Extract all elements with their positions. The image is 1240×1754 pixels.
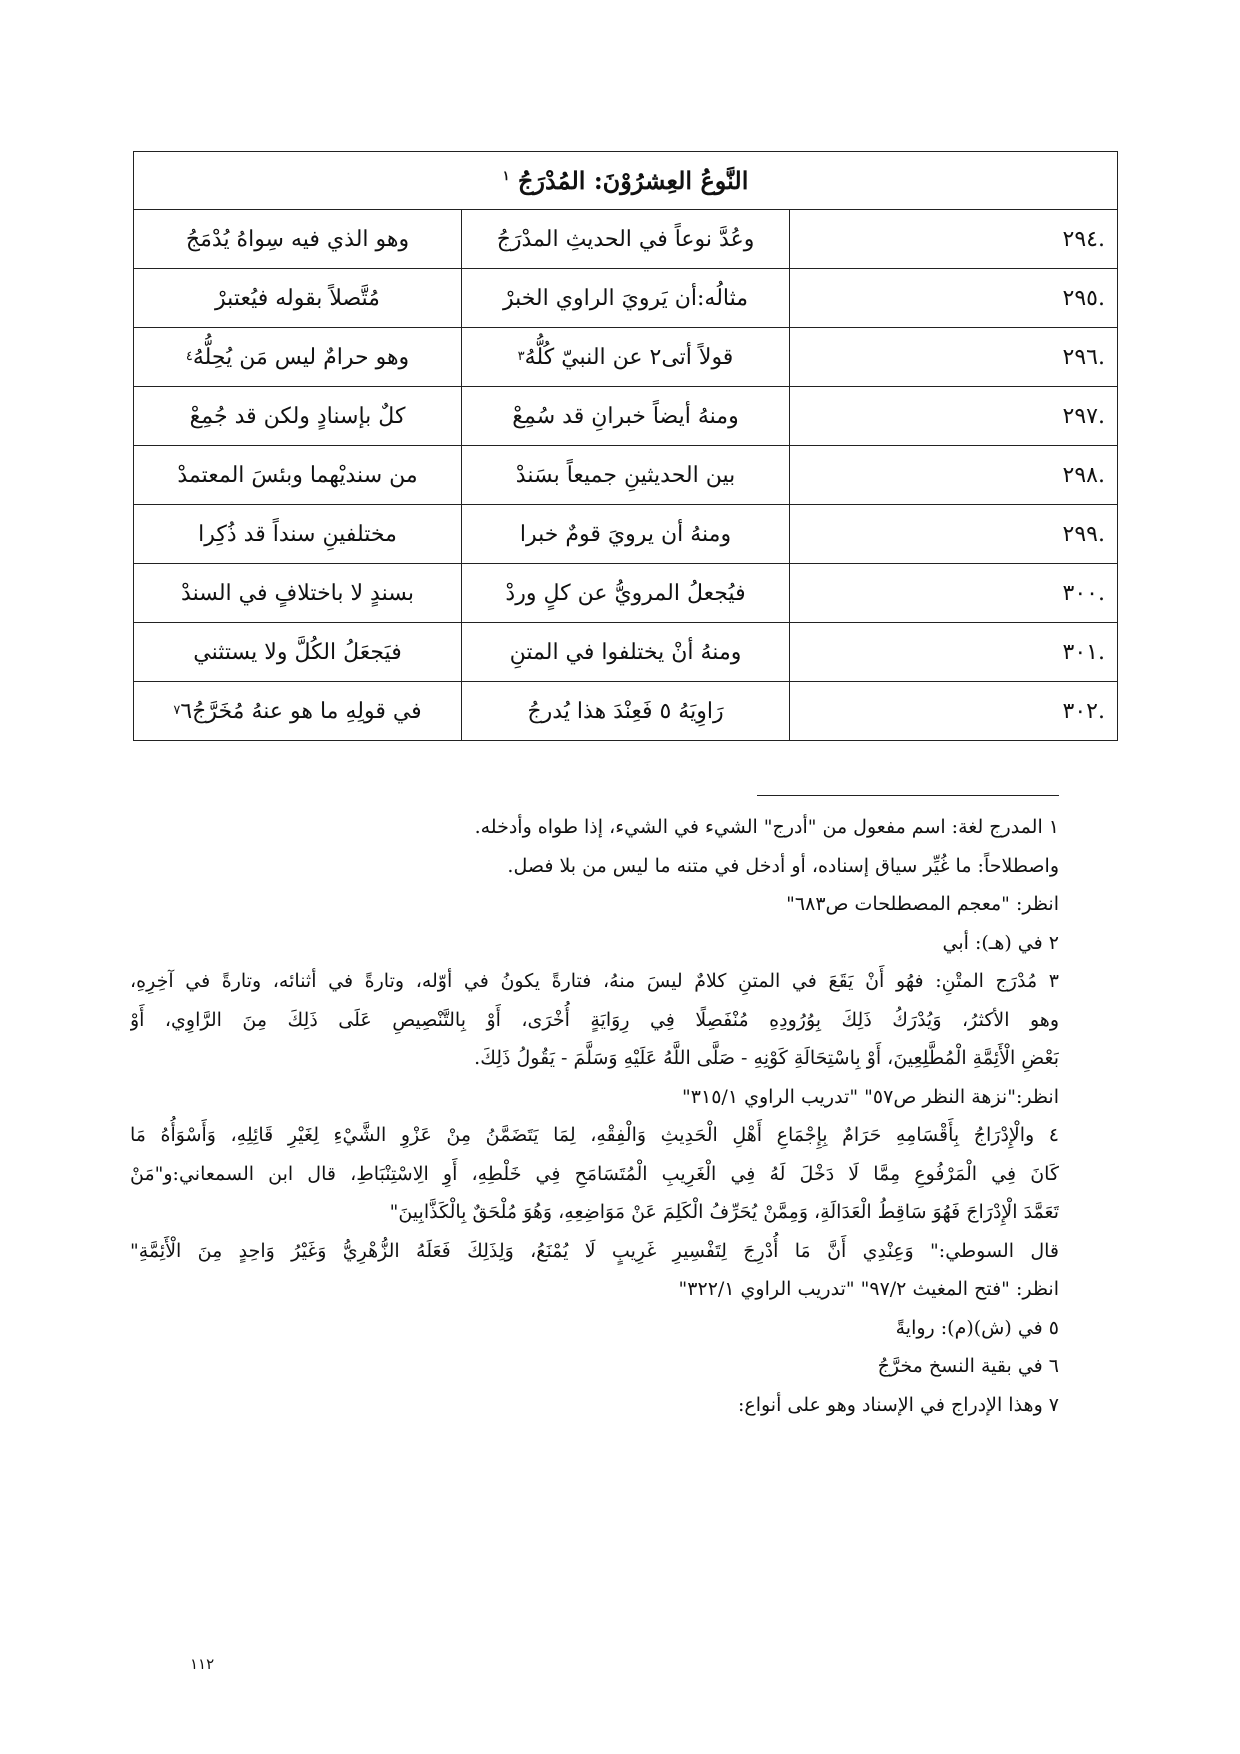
first-hemistich-wrap <box>462 623 789 681</box>
first-hemistich: مثالُه:أن يَرويَ الراوي الخبرْ <box>502 285 749 311</box>
footnote-line: انظر:"نزهة النظر ص٥٧" "تدريب الراوي ٣١٥/١" <box>682 1085 1059 1108</box>
footnote-line: واصطلاحاً: ما غُيِّر سياق إسناده، أو أدخل في متنه ما ليس من بلا فصل. <box>507 854 1059 877</box>
verse-number: .٢٩٤ <box>1062 226 1105 252</box>
first-hemistich: بين الحديثينِ جميعاً بسَندْ <box>515 462 736 488</box>
first-hemistich-wrap <box>462 682 789 740</box>
first-hemistich: ومنهُ أيضاً خبرانِ قد سُمِعْ <box>512 403 739 429</box>
footnote-line: ٣ مُدْرَج المتْنِ: فهُو أَنْ يَقَعَ في المتنِ كلامٌ ليسَ منهُ، فتارةً يكونُ في أوّله، وتارةً في أثنائه، وتارةً في آخِرِهِ، <box>130 970 1059 992</box>
first-hemistich-wrap <box>462 387 789 445</box>
verse-number: .٢٩٩ <box>1062 521 1105 547</box>
verse-table <box>133 151 1118 741</box>
second-hemistich-cell <box>134 505 462 564</box>
footnote-line: ٥ في (ش)(م): روايةً <box>895 1316 1059 1339</box>
footnote-line: بَعْضِ الْأَئِمَّةِ الْمُطَّلِعِينَ، أَوْ بِاسْتِحَالَةِ كَوْنِهِ - صَلَّى اللَّهُ عَلَيْهِ وَسَلَّمَ - يَقُولُ ذَلِكَ. <box>474 1047 1059 1069</box>
first-hemistich: ومنهُ أن يرويَ قومٌ خبرا <box>519 521 732 547</box>
verse-row <box>134 446 1118 505</box>
section-title-note: ١ <box>502 169 510 184</box>
footnote-line: ٧ وهذا الإدراج في الإسناد وهو على أنواع: <box>737 1393 1059 1416</box>
footnote-line: ٢ في (هـ): أبي <box>942 931 1059 954</box>
first-hemistich-wrap <box>462 269 789 327</box>
first-hemistich-cell <box>462 387 790 446</box>
second-hemistich-wrap <box>134 623 461 681</box>
second-hemistich: بسندٍ لا باختلافٍ في السندْ <box>181 580 414 606</box>
first-hemistich: قولاً أتى٢ عن النبيّ كُلُّهُ <box>524 344 734 370</box>
verse-row <box>134 387 1118 446</box>
first-hemistich: فيُجعلُ المرويُّ عن كلٍ وردْ <box>505 580 746 606</box>
verse-row <box>134 505 1118 564</box>
second-hemistich-wrap: وهو حرامٌ ليس مَن يُحِلُّهُ ٤ <box>185 344 410 370</box>
second-hemistich: في قولِهِ ما هو عنهُ مُخَرَّجُ٦ <box>180 698 422 724</box>
verse-row <box>134 682 1118 741</box>
second-hemistich: مختلفينِ سنداً قد ذُكِرا <box>198 521 397 547</box>
footnote-separator <box>757 795 1059 796</box>
second-hemistich: كلٌ بإسنادٍ ولكن قد جُمِعْ <box>189 403 406 429</box>
first-hemistich-wrap <box>462 564 789 622</box>
verse-number: .٣٠١ <box>1062 639 1105 665</box>
first-hemistich-cell <box>462 446 790 505</box>
verse-number-cell <box>790 623 1118 682</box>
footnotes <box>130 808 1059 1424</box>
first-hemistich-cell <box>462 505 790 564</box>
verse-number-cell <box>790 564 1118 623</box>
verse-number-cell <box>790 269 1118 328</box>
second-hemistich-cell <box>134 387 462 446</box>
footnote-line: تَعَمَّدَ الْإِدْرَاجَ فَهُوَ سَاقِطُ الْعَدَالَةِ، وَمِمَّنْ يُحَرِّفُ الْكَلِمَ عَنْ مَوَاضِعِهِ، وَهُوَ مُلْحَقٌ بِالْكَذَّابِينَ" <box>389 1201 1059 1223</box>
first-hemistich-cell <box>462 682 790 741</box>
verse-number-cell <box>790 387 1118 446</box>
verse-number-cell <box>790 328 1118 387</box>
second-hemistich-cell <box>134 328 462 387</box>
second-hemistich-wrap <box>134 269 461 327</box>
footnote-line: انظر: "فتح المغيث ٩٧/٢" "تدريب الراوي ٣٢٢/١" <box>678 1278 1059 1300</box>
first-hemistich-cell <box>462 328 790 387</box>
second-hemistich-wrap <box>134 210 461 268</box>
first-hemistich-cell <box>462 623 790 682</box>
second-hemistich: وهو الذي فيه سِواهُ يُدْمَجُ <box>185 226 410 252</box>
footnote-line: ٤ والْإِدْرَاجُ بِأَقْسَامِهِ حَرَامٌ بِإِجْمَاعِ أَهْلِ الْحَدِيثِ وَالْفِقْهِ، لِمَا يَتَضَمَّنُ مِنْ عَزْوِ الشَّيْءِ لِغَيْرِ قَائِلِهِ، وَأَسْوَأُهُ مَا <box>130 1124 1059 1146</box>
verse-row <box>134 564 1118 623</box>
first-hemistich-cell <box>462 210 790 269</box>
verse-number: .٣٠٢ <box>1062 698 1105 724</box>
verse-row <box>134 269 1118 328</box>
verse-number: .٢٩٦ <box>1062 344 1105 370</box>
first-hemistich: ومنهُ أنْ يختلفوا في المتنِ <box>509 639 742 665</box>
second-hemistich: من سنديْهما وبئسَ المعتمدْ <box>177 462 418 488</box>
second-hemistich-wrap <box>134 446 461 504</box>
section-title <box>134 152 1118 210</box>
second-hemistich-cell <box>134 564 462 623</box>
second-hemistich-wrap <box>134 564 461 622</box>
second-hemistich-cell <box>134 682 462 741</box>
footnote-line: انظر: "معجم المصطلحات ص٦٨٣" <box>786 893 1059 915</box>
first-hemistich-cell <box>462 564 790 623</box>
second-hemistich-cell <box>134 446 462 505</box>
footnote-line: كَانَ فِي الْمَرْفُوعِ مِمَّا لَا دَخْلَ لَهُ فِي الْغَرِيبِ الْمُتَسَامَحِ فِي خَلْطِهِ، أَوِ الِاسْتِنْبَاطِ، قال ابن السمعاني:و"مَنْ <box>130 1162 1059 1185</box>
verse-rows <box>134 210 1118 741</box>
verse-number-cell <box>790 682 1118 741</box>
footnote-line: قال السوطي:" وَعِنْدِي أَنَّ مَا أُدْرِجَ لِتَفْسِيرِ غَرِيبٍ لَا يُمْنَعُ، وَلِذَلِكَ فَعَلَهُ الزُّهْرِيُّ وَغَيْرُ وَاحِدٍ مِنَ الْأَئِمَّةِ" <box>130 1239 1059 1262</box>
second-hemistich-cell <box>134 269 462 328</box>
footnote-line: وهو الأكثرُ، وَيُدْرَكُ ذَلِكَ بِوُرُودِهِ مُنْفَصِلًا فِي رِوَايَةٍ أُخْرَى، أَوْ بِالتَّنْصِيصِ عَلَى ذَلِكَ مِنَ الرَّاوِي، أَوْ <box>130 1008 1059 1031</box>
first-hemistich: رَاوِيَهُ ٥ فَعِنْدَ هذا يُدرجُ <box>527 698 724 724</box>
verse-row <box>134 623 1118 682</box>
verse-number: .٢٩٨ <box>1062 462 1105 488</box>
verse-row <box>134 328 1118 387</box>
verse-number: .٢٩٧ <box>1062 403 1105 429</box>
page-number: ١١٢ <box>190 1655 215 1673</box>
first-hemistich-wrap <box>462 210 789 268</box>
first-hemistich-wrap <box>462 446 789 504</box>
footnote-line: ١ المدرج لغة: اسم مفعول من "أدرج" الشيء في الشيء، إذا طواه وأدخله. <box>474 816 1059 838</box>
verse-number-cell <box>790 210 1118 269</box>
footnote-line: ٦ في بقية النسخ مخرَّجُ <box>877 1355 1059 1377</box>
verse-row <box>134 210 1118 269</box>
first-hemistich-wrap: قولاً أتى٢ عن النبيّ كُلُّهُ ٣ <box>517 344 734 370</box>
section-title-text: النَّوعُ العِشرُوْنَ: المُدْرَجُ <box>517 166 749 195</box>
verse-number-cell <box>790 505 1118 564</box>
first-hemistich-wrap <box>462 505 789 563</box>
section-title-row <box>134 152 1118 210</box>
second-hemistich-wrap: في قولِهِ ما هو عنهُ مُخَرَّجُ٦ ٧ <box>173 698 422 724</box>
verse-number: .٢٩٥ <box>1062 285 1105 311</box>
second-hemistich-cell <box>134 623 462 682</box>
second-hemistich: مُتَّصلاً بقوله فيُعتبرْ <box>215 285 380 311</box>
second-hemistich-wrap <box>134 505 461 563</box>
first-hemistich: وعُدَّ نوعاً في الحديثِ المدْرَجُ <box>496 226 755 252</box>
first-hemistich-cell <box>462 269 790 328</box>
verse-number-cell <box>790 446 1118 505</box>
second-hemistich: فيَجعَلُ الكُلَّ ولا يستثني <box>193 639 402 665</box>
second-hemistich-cell <box>134 210 462 269</box>
verse-number: .٣٠٠ <box>1062 580 1105 606</box>
second-hemistich: وهو حرامٌ ليس مَن يُحِلُّهُ <box>192 344 410 370</box>
second-hemistich-wrap <box>134 387 461 445</box>
